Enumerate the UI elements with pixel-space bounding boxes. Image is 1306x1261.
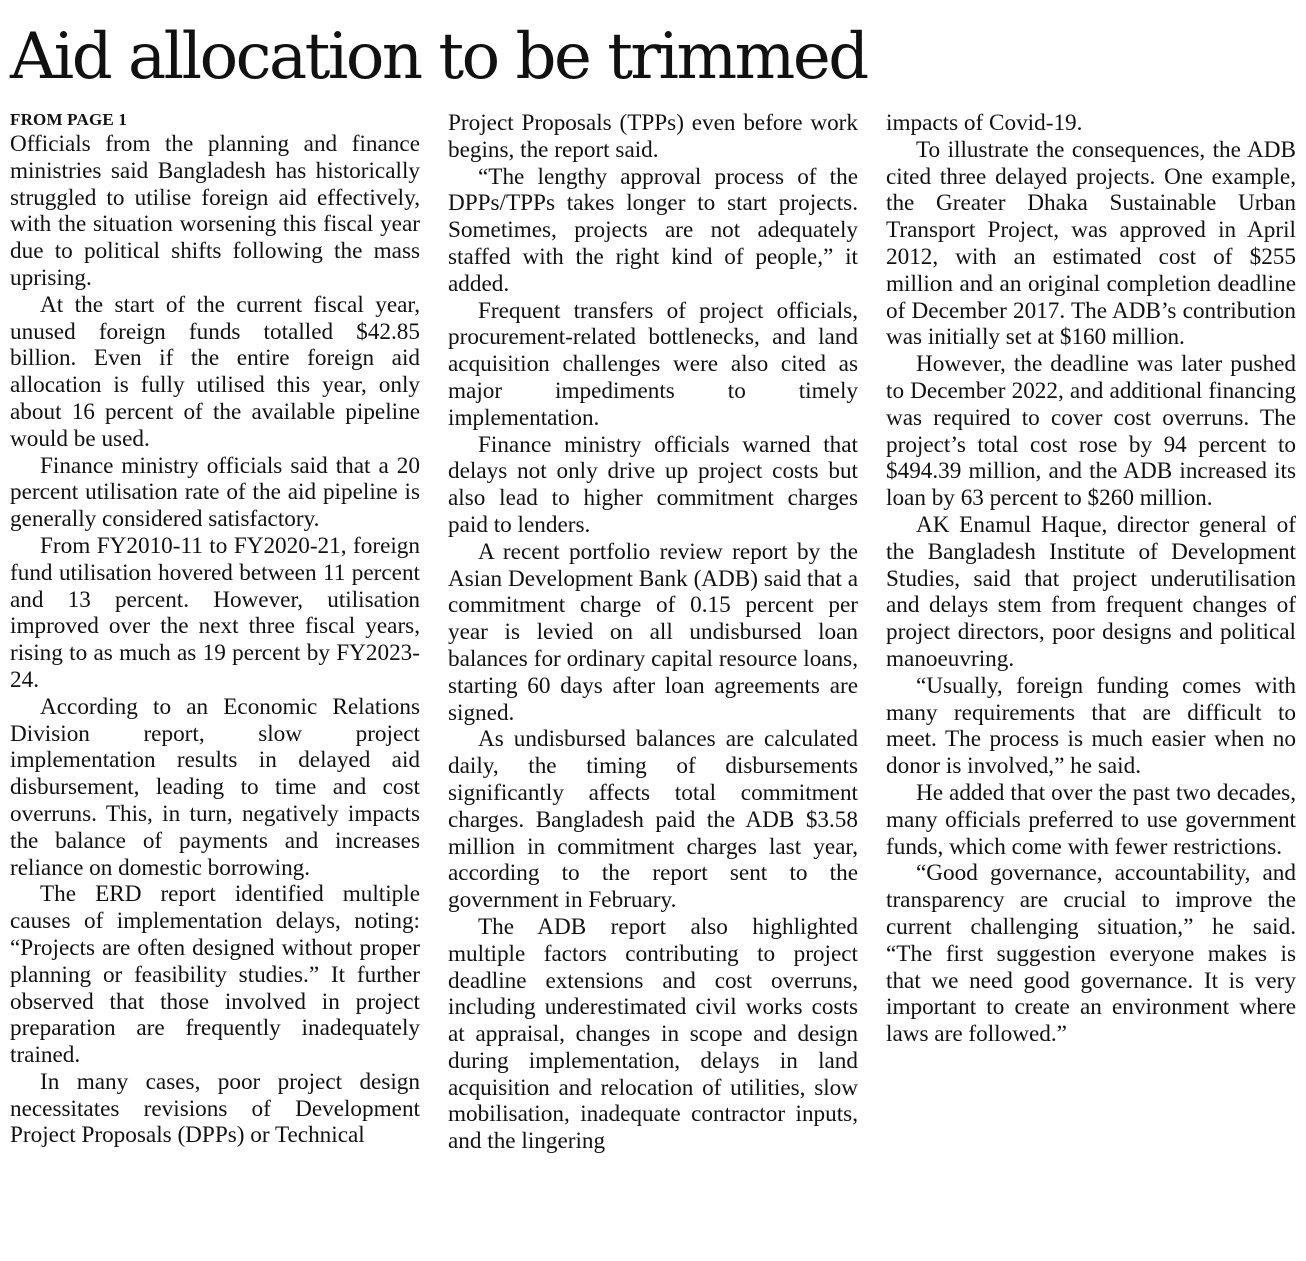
paragraph: impacts of Covid-19.: [886, 110, 1083, 136]
continuation-kicker: FROM PAGE 1: [10, 110, 128, 129]
paragraph: A recent portfolio review report by the Asian Development Bank (ADB) said that a commitment charge of 0.15 percent per year is levied on all undisbursed loan balances for ordinary capital resource loans, starting 60 days after loan agreements are signed.: [448, 538, 858, 726]
paragraph: Finance ministry officials said that a 20 percent utilisation rate of the aid pipeline is generally considered satisfactory.: [10, 452, 420, 533]
paragraph: “Good governance, accountability, and transparency are crucial to improve the current challenging situation,” he said. “The first suggestion everyone makes is that we need good governance. It is very important to create an environment where laws are followed.”: [886, 860, 1296, 1048]
paragraph: From FY2010-11 to FY2020-21, foreign fund utilisation hovered between 11 percent and 13 percent. However, utilisation improved over the next three fiscal years, rising to as much as 19 percent by FY2023-24.: [10, 532, 420, 693]
paragraph: However, the deadline was later pushed to December 2022, and additional financing was required to cover cost overruns. The project’s total cost rose by 94 percent to $494.39 million, and the ADB increased its loan by 63 percent to $260 million.: [886, 351, 1296, 512]
paragraph: Frequent transfers of project officials, procurement-related bottlenecks, and land acquisition challenges were also cited as major impediments to timely implementation.: [448, 297, 858, 431]
paragraph: Officials from the planning and finance ministries said Bangladesh has historically struggled to utilise foreign aid effectively, with the situation worsening this fiscal year due to political shifts following the mass uprising.: [10, 131, 420, 291]
paragraph: As undisbursed balances are calculated daily, the timing of disbursements significantly affects total commitment charges. Bangladesh paid the ADB $3.58 million in commitment charges last year, according to the report sent to the government in February.: [448, 726, 858, 914]
paragraph: According to an Economic Relations Division report, slow project implementation results in delayed aid disbursement, leading to time and cost overruns. This, in turn, negatively impacts the balance of payments and increases reliance on domestic borrowing.: [10, 693, 420, 881]
paragraph: Project Proposals (TPPs) even before work begins, the report said.: [448, 110, 858, 163]
paragraph: AK Enamul Haque, director general of the Bangladesh Institute of Development Studies, said that project underutilisation and delays stem from frequent changes of project directors, poor designs and political manoeuvring.: [886, 511, 1296, 672]
paragraph: Finance ministry officials warned that delays not only drive up project costs but also lead to higher commitment charges paid to lenders.: [448, 431, 858, 538]
paragraph: “The lengthy approval process of the DPPs/TPPs takes longer to start projects. Sometimes, projects are not adequately staffed with the right kind of people,” it added.: [448, 163, 858, 297]
paragraph: The ADB report also highlighted multiple factors contributing to project deadline extensions and cost overruns, including underestimated civil works costs at appraisal, changes in scope and design during implementation, delays in land acquisition and relocation of utilities, slow mobilisation, inadequate contractor inputs, and the lingering: [448, 913, 858, 1155]
article-column-3: [886, 110, 1296, 1048]
paragraph: At the start of the current fiscal year, unused foreign funds totalled $42.85 billion. Even if the entire foreign aid allocation is fully utilised this year, only about 16 percent of the available pipeline would be used.: [10, 291, 420, 452]
article-column-2: [448, 110, 858, 1155]
paragraph: In many cases, poor project design necessitates revisions of Development Project Proposals (DPPs) or Technical: [10, 1068, 420, 1149]
headline: Aid allocation to be trimmed: [10, 20, 867, 94]
article-column-1: [10, 110, 420, 1149]
paragraph: To illustrate the consequences, the ADB cited three delayed projects. One example, the Greater Dhaka Sustainable Urban Transport Project, was approved in April 2012, with an estimated cost of $255 million and an original completion deadline of December 2017. The ADB’s contribution was initially set at $160 million.: [886, 136, 1296, 351]
paragraph: The ERD report identified multiple causes of implementation delays, noting: “Projects are often designed without proper planning or feasibility studies.” It further observed that those involved in project preparation are frequently inadequately trained.: [10, 881, 420, 1069]
paragraph: He added that over the past two decades, many officials preferred to use government funds, which come with fewer restrictions.: [886, 779, 1296, 860]
paragraph: “Usually, foreign funding comes with many requirements that are difficult to meet. The process is much easier when no donor is involved,” he said.: [886, 672, 1296, 780]
